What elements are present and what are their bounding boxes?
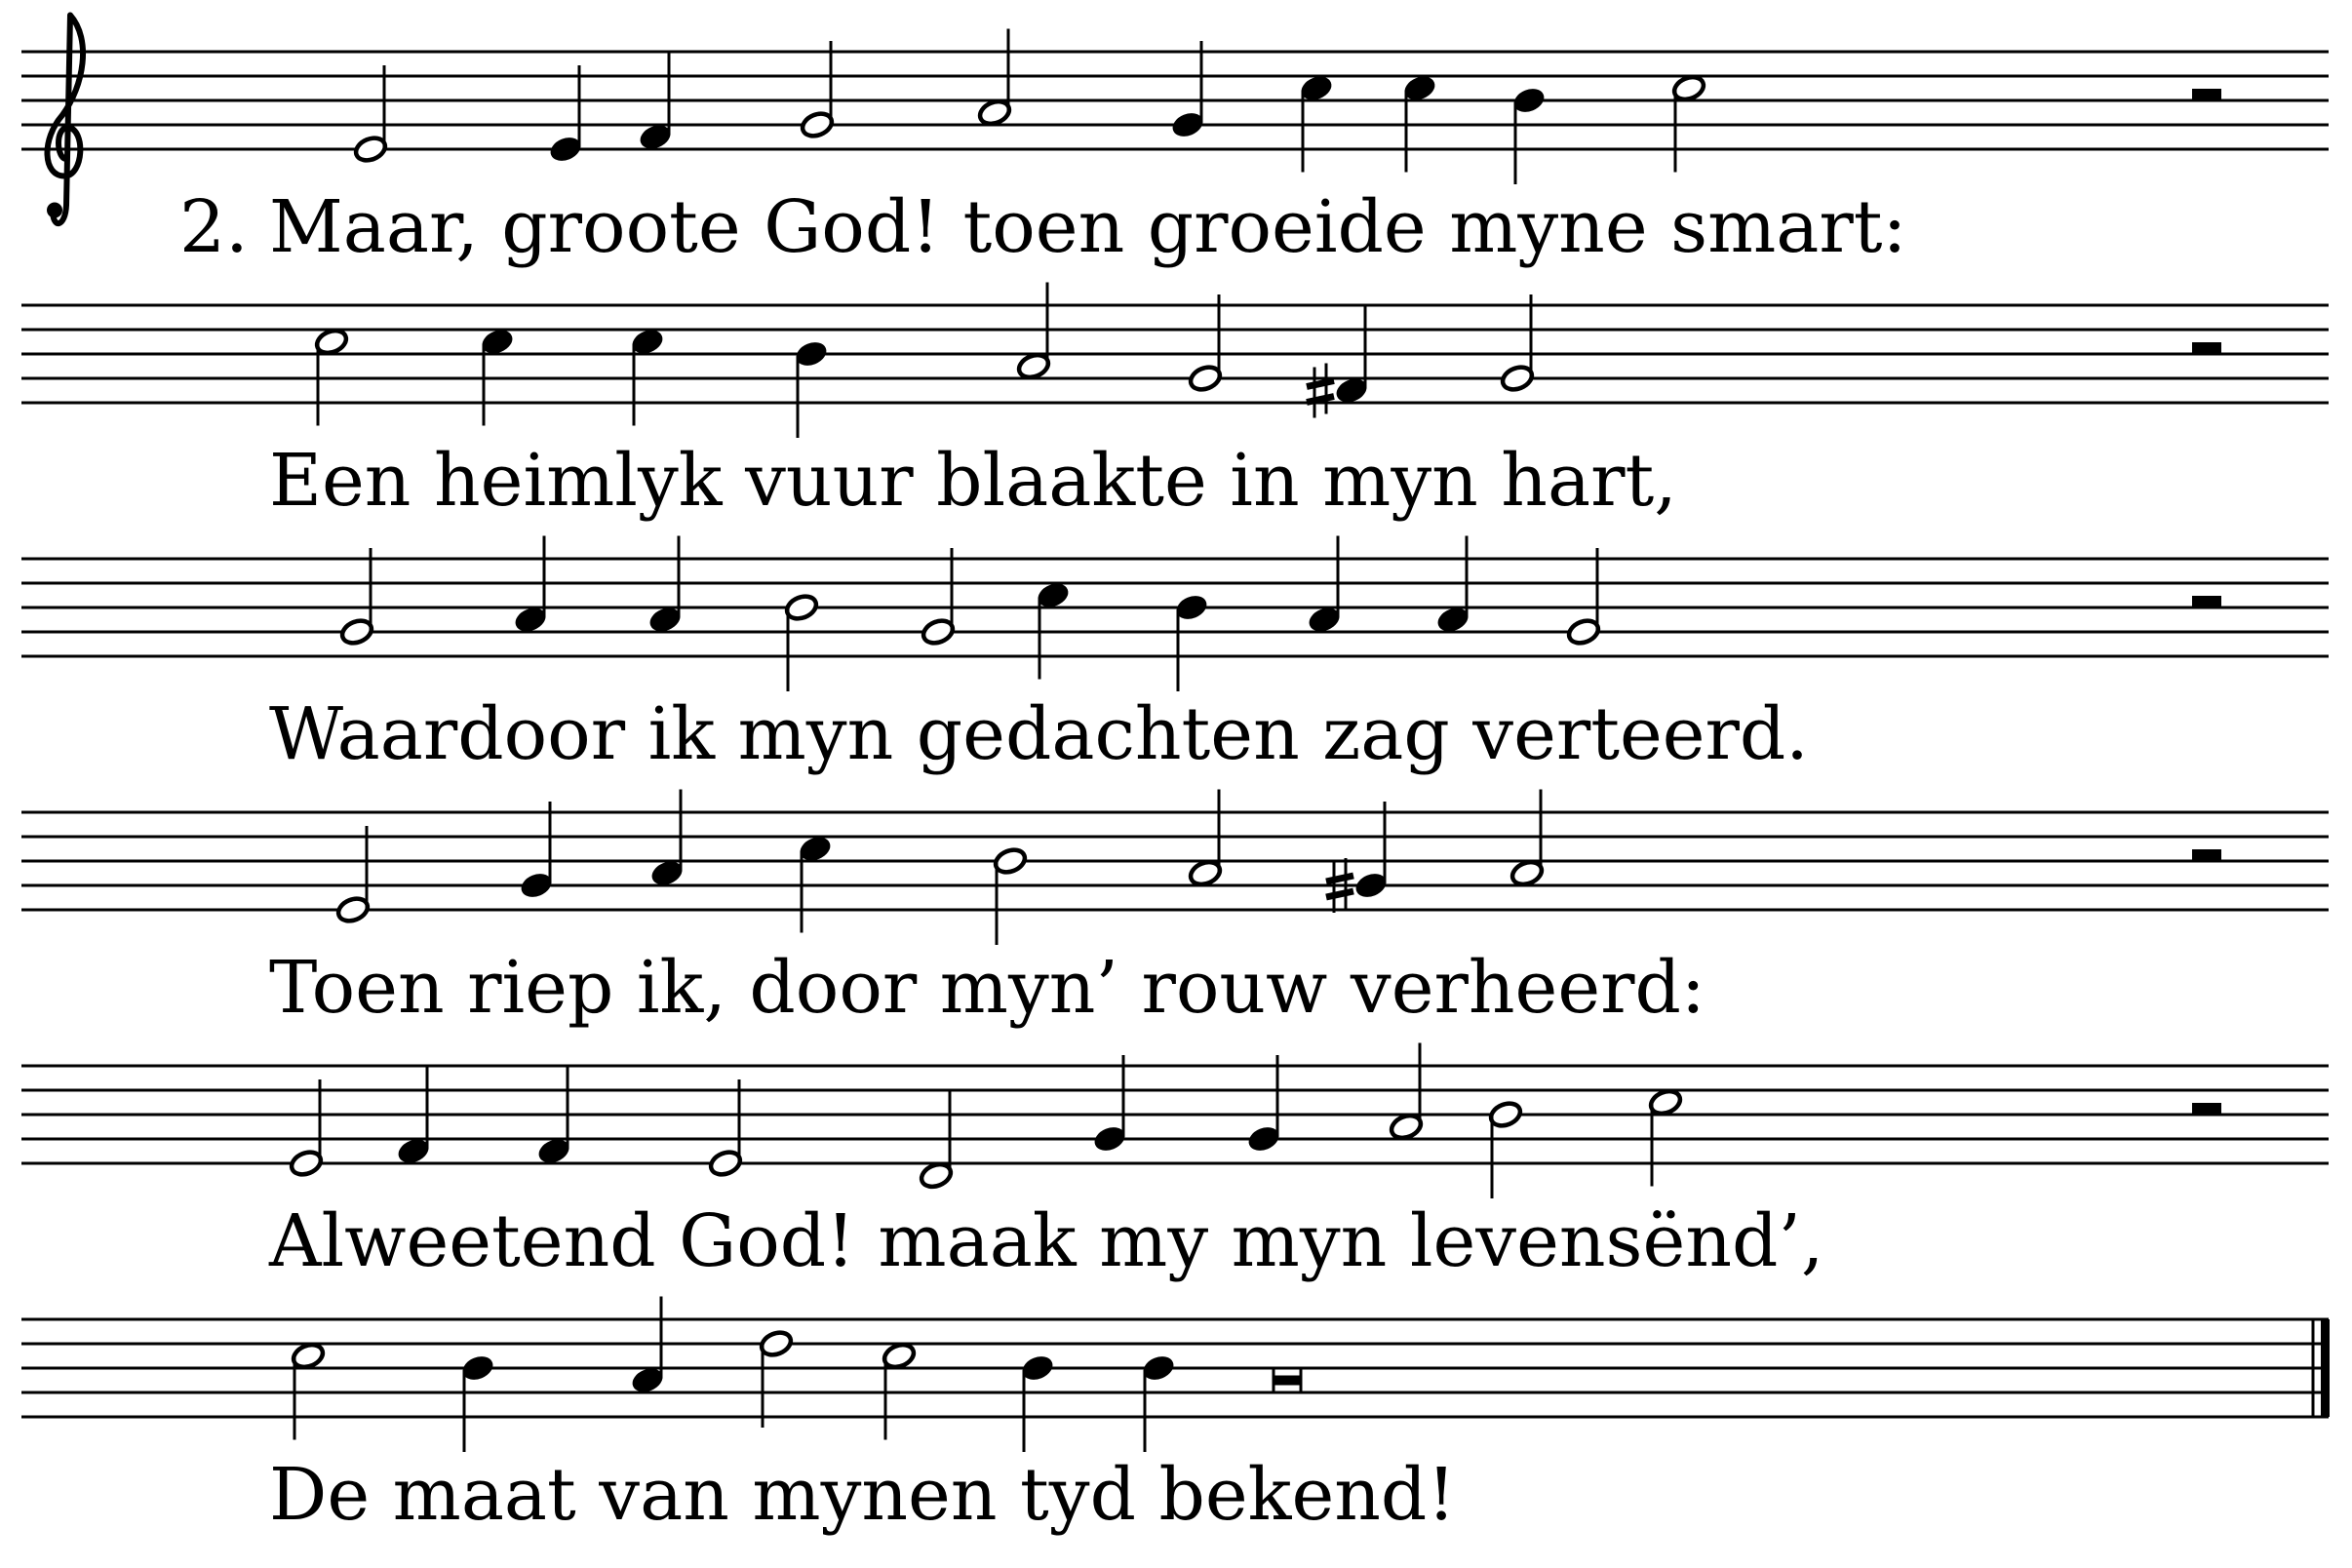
half-rest	[2192, 1103, 2221, 1115]
lyric-line-4: Toen riep ik, door myn’ rouw verheerd:	[269, 946, 1705, 1030]
lyric-line-1: Maar, groote God! toen groeide myne smart:	[269, 185, 1907, 269]
treble-clef-icon	[47, 16, 83, 224]
lyric-line-2: Een heimlyk vuur blaakte in myn hart,	[269, 439, 1677, 523]
half-rest	[2192, 342, 2221, 354]
half-rest	[2192, 89, 2221, 100]
lyric-line-5: Alweetend God! maak my myn levensënd’,	[269, 1199, 1824, 1283]
half-rest	[2192, 596, 2221, 608]
verse-number: 2.	[179, 185, 249, 269]
barline-thick	[2321, 1319, 2330, 1417]
lyric-line-6: De maat van mynen tyd bekend!	[269, 1453, 1457, 1537]
sharp-icon	[1307, 364, 1334, 418]
breve-note	[1274, 1376, 1301, 1386]
half-rest	[2192, 849, 2221, 861]
lyric-line-3: Waardoor ik myn gedachten zag verteerd.	[269, 692, 1809, 776]
